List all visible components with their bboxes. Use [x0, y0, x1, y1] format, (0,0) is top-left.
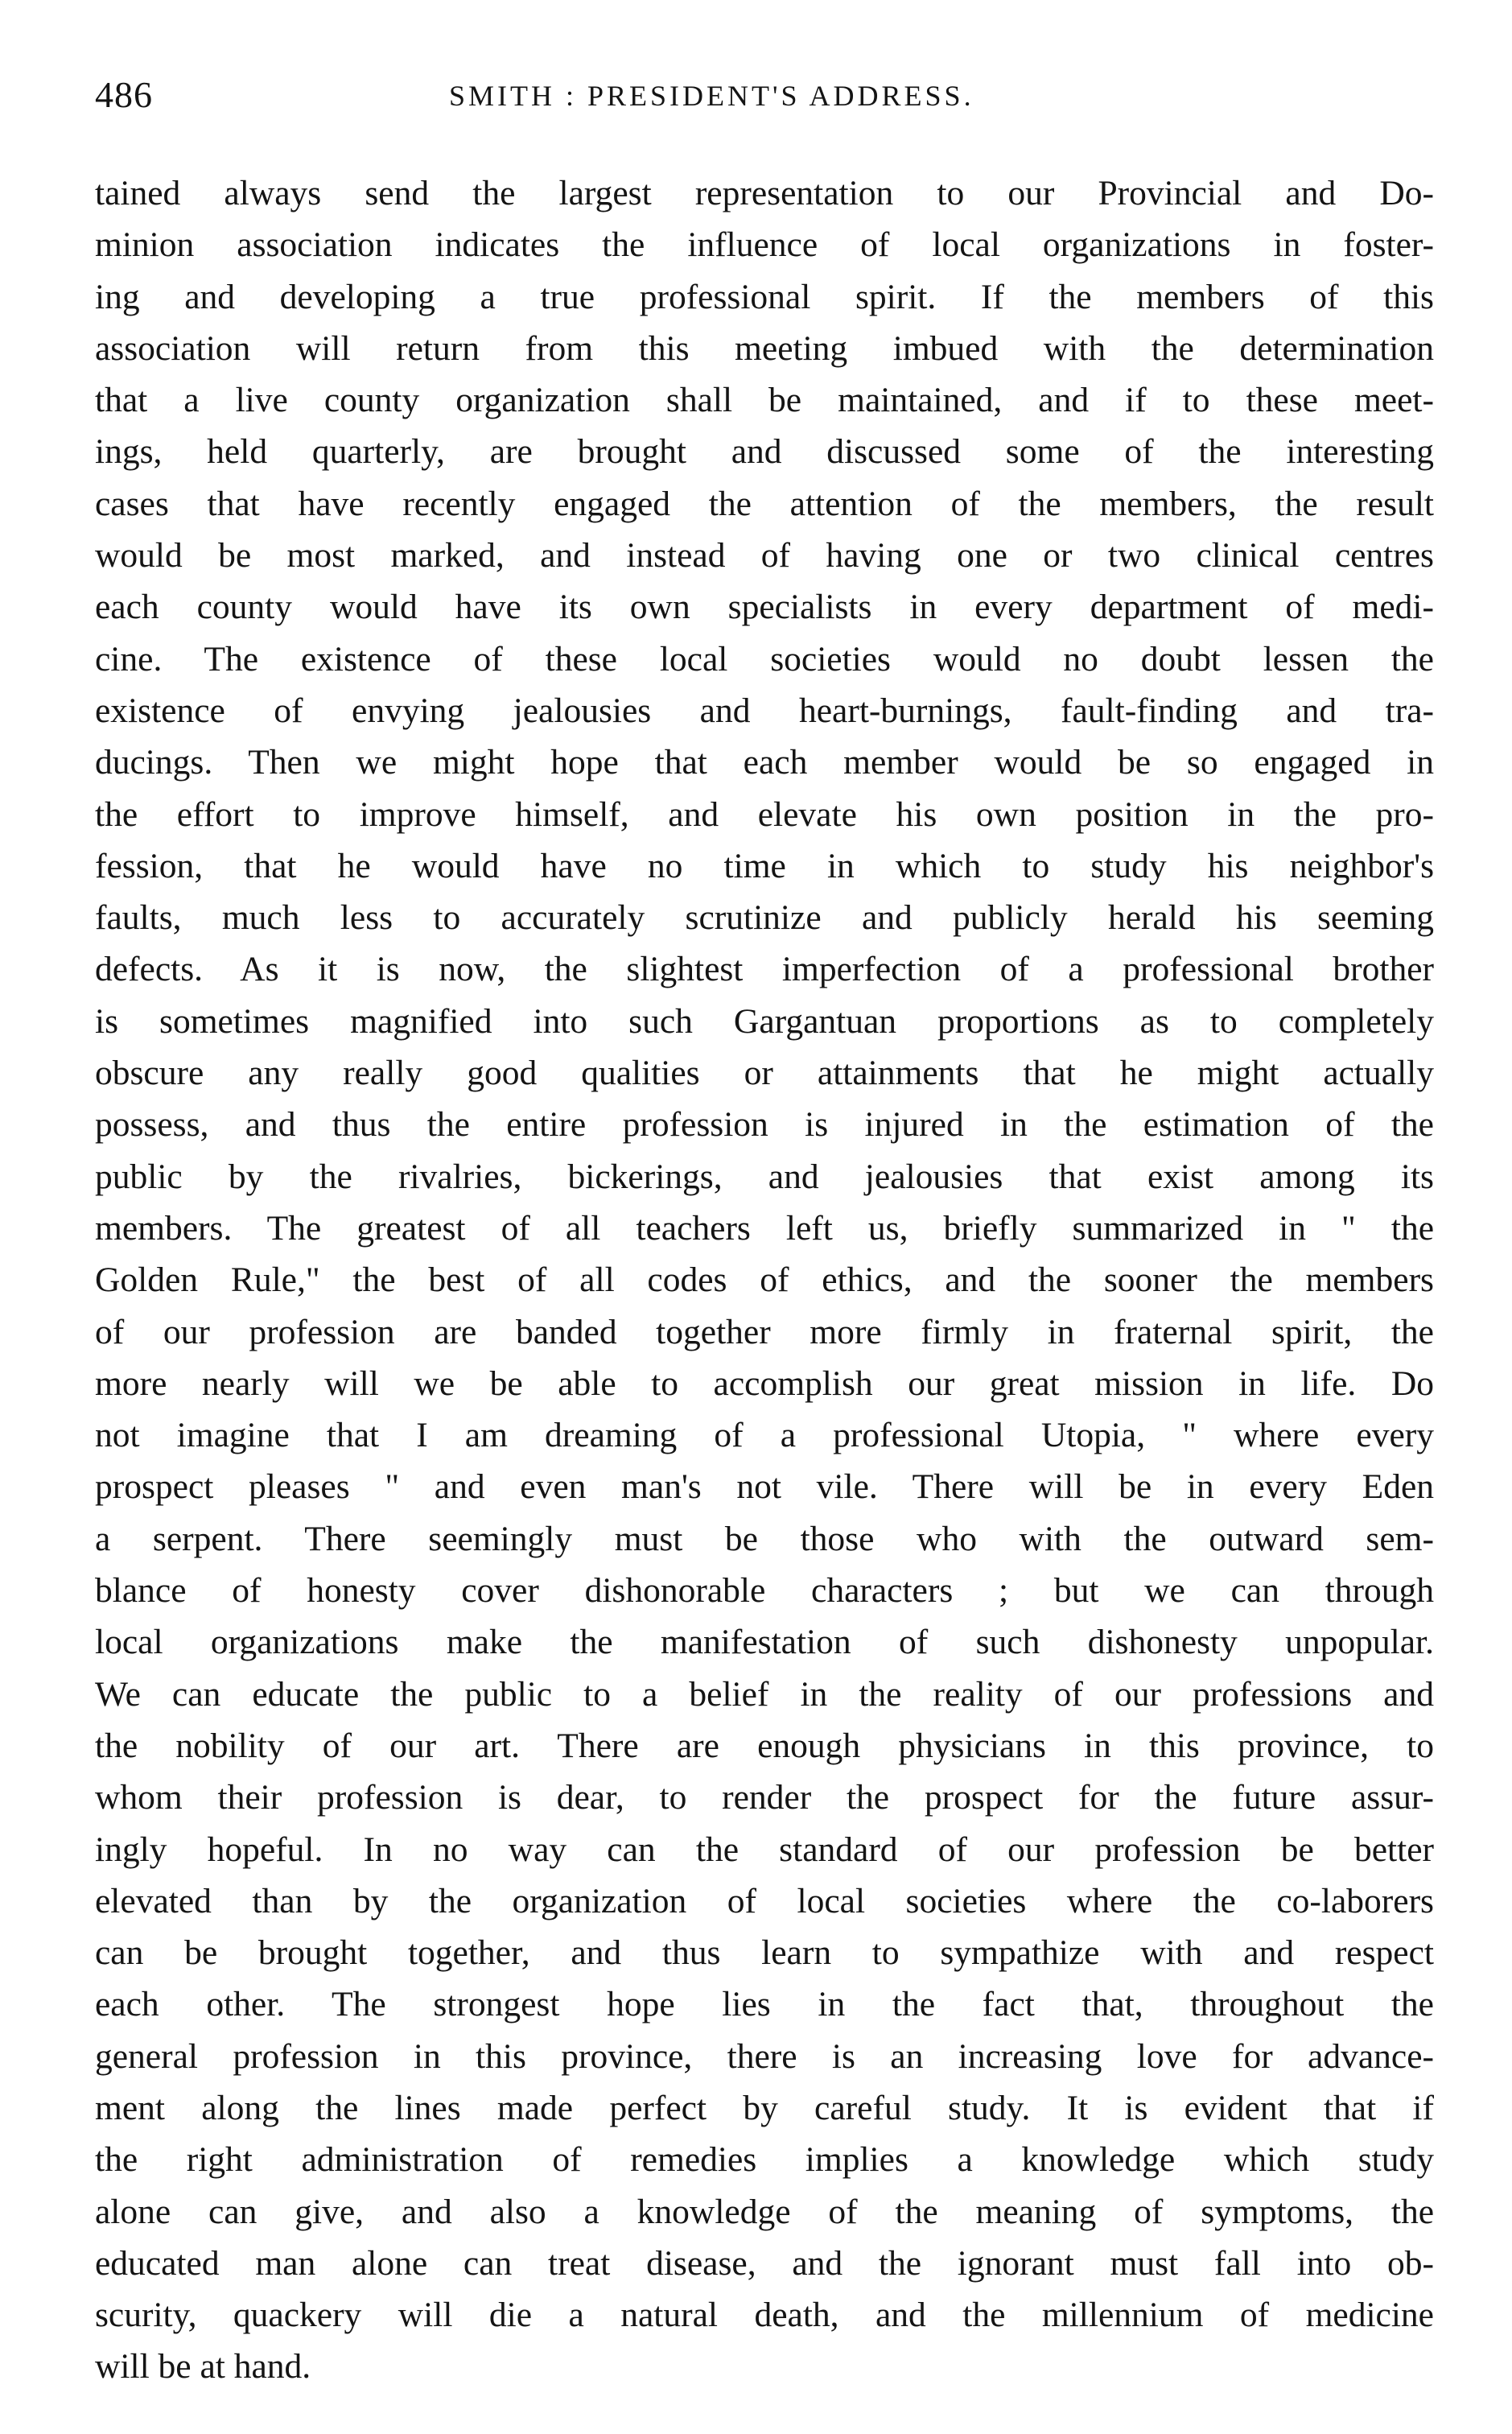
text-line: Golden Rule," the best of all codes of ethics, and the sooner the members — [95, 1260, 1434, 1300]
text-line: would be most marked, and instead of having one or two clinical centres — [95, 536, 1434, 575]
text-line: each county would have its own specialists in every department of medi- — [95, 588, 1434, 627]
text-line: educated man alone can treat disease, and the ignorant must fall into ob- — [95, 2243, 1434, 2283]
text-line: ingly hopeful. In no way can the standard of our profession be better — [95, 1830, 1434, 1869]
text-line: that a live county organization shall be maintained, and if to these meet- — [95, 381, 1434, 420]
text-line: prospect pleases " and even man's not vile. There will be in every Eden — [95, 1467, 1434, 1507]
text-line: possess, and thus the entire profession is injured in the estimation of the — [95, 1105, 1434, 1145]
text-line: defects. As it is now, the slightest imperfection of a professional brother — [95, 950, 1434, 989]
text-line: obscure any really good qualities or attainments that he might actually — [95, 1054, 1434, 1093]
text-line: ing and developing a true professional spirit. If the members of this — [95, 277, 1434, 316]
text-line: ducings. Then we might hope that each member would be so engaged in — [95, 743, 1434, 782]
text-line: scurity, quackery will die a natural death, and the millennium of medicine — [95, 2296, 1434, 2335]
text-line: not imagine that I am dreaming of a professional Utopia, " where every — [95, 1416, 1434, 1455]
text-line: the nobility of our art. There are enough physicians in this province, to — [95, 1726, 1434, 1765]
text-line: local organizations make the manifestation of such dishonesty unpopular. — [95, 1623, 1434, 1662]
text-line: elevated than by the organization of local societies where the co-laborers — [95, 1881, 1434, 1920]
text-line: We can educate the public to a belief in the reality of our professions and — [95, 1674, 1434, 1714]
page-number: 486 — [95, 74, 153, 115]
text-line: general profession in this province, there is an increasing love for advance- — [95, 2036, 1434, 2076]
text-line: cine. The existence of these local societies would no doubt lessen the — [95, 639, 1434, 679]
text-line: ment along the lines made perfect by careful study. It is evident that if — [95, 2088, 1434, 2127]
text-line: each other. The strongest hope lies in the fact that, throughout the — [95, 1985, 1434, 2024]
body-text — [95, 167, 1434, 2393]
text-line: minion association indicates the influence of local organizations in foster- — [95, 225, 1434, 265]
text-line: more nearly will we be able to accomplish our great mission in life. Do — [95, 1363, 1434, 1403]
text-line: cases that have recently engaged the attention of the members, the result — [95, 484, 1434, 523]
text-line: blance of honesty cover dishonorable characters ; but we can through — [95, 1571, 1434, 1611]
text-line: public by the rivalries, bickerings, and jealousies that exist among its — [95, 1157, 1434, 1196]
text-line: whom their profession is dear, to render the prospect for the future assur- — [95, 1778, 1434, 1817]
text-line: the effort to improve himself, and elevate his own position in the pro- — [95, 794, 1434, 834]
text-line: can be brought together, and thus learn to sympathize with and respect — [95, 1933, 1434, 1973]
text-line: fession, that he would have no time in which to study his neighbor's — [95, 846, 1434, 885]
text-line: tained always send the largest representation to our Provincial and Do- — [95, 174, 1434, 212]
text-line: ings, held quarterly, are brought and discussed some of the interesting — [95, 432, 1434, 472]
running-title: SMITH : PRESIDENT'S ADDRESS. — [449, 80, 974, 112]
text-line: faults, much less to accurately scrutinize and publicly herald his seeming — [95, 898, 1434, 938]
text-line: members. The greatest of all teachers left us, briefly summarized in " the — [95, 1208, 1434, 1248]
text-line: of our profession are banded together more firmly in fraternal spirit, the — [95, 1312, 1434, 1351]
text-line-last: will be at hand. — [95, 2347, 311, 2387]
text-line: alone can give, and also a knowledge of the meaning of symptoms, the — [95, 2192, 1434, 2231]
text-line: the right administration of remedies implies a knowledge which study — [95, 2140, 1434, 2180]
text-line: association will return from this meeting imbued with the determination — [95, 328, 1434, 368]
text-line: existence of envying jealousies and heart-burnings, fault-finding and tra- — [95, 691, 1434, 730]
text-line: is sometimes magnified into such Gargantuan proportions as to completely — [95, 1001, 1434, 1041]
running-head — [95, 71, 1431, 119]
text-line: a serpent. There seemingly must be those who with the outward sem- — [95, 1519, 1434, 1558]
